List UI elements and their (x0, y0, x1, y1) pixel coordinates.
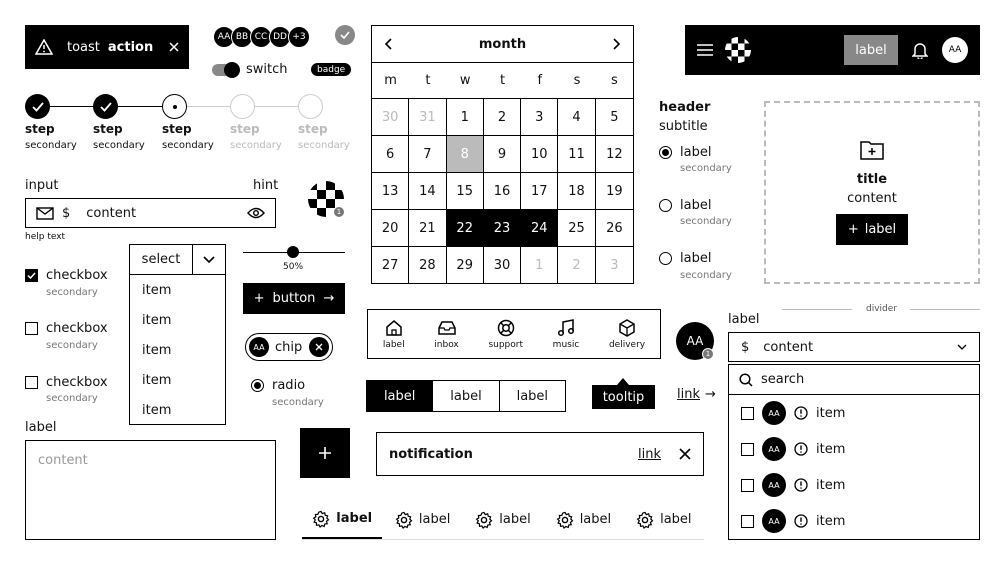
notification (376, 432, 704, 476)
tab[interactable] (302, 500, 382, 539)
calendar-day[interactable]: 22 (447, 210, 484, 247)
iconbar-item-music[interactable] (553, 319, 580, 350)
divider-line (910, 309, 980, 310)
divider-label: divider (866, 304, 897, 314)
avatar[interactable]: DD (269, 26, 291, 48)
gear-icon (556, 511, 574, 529)
support-icon (497, 319, 515, 337)
avatar: AA (762, 509, 786, 533)
segment[interactable]: label (367, 381, 433, 411)
calendar-day[interactable]: 6 (372, 136, 409, 173)
avatar[interactable]: AA (213, 26, 235, 48)
chip[interactable] (245, 333, 333, 361)
navbar-button[interactable]: label (844, 35, 898, 65)
combobox-value[interactable]: content (763, 339, 814, 355)
calendar-weekdays (372, 63, 633, 99)
checkbox-secondary: secondary (46, 340, 98, 351)
iconbar-item-home[interactable] (383, 319, 405, 350)
step-title: step (298, 122, 328, 136)
iconbar-label: delivery (608, 339, 646, 350)
empty-state-button[interactable] (836, 214, 908, 245)
iconbar-label: music (552, 339, 580, 350)
search-list (728, 364, 980, 540)
checkbox-secondary: secondary (46, 393, 98, 404)
checkbox-label: checkbox (46, 375, 108, 390)
radio-checked-icon[interactable] (251, 379, 264, 392)
select[interactable] (129, 244, 226, 275)
weekday-label: s (573, 73, 581, 88)
radio[interactable] (659, 251, 711, 266)
warning-icon (35, 39, 53, 55)
info-icon (794, 514, 808, 528)
avatar-initials: AA (686, 334, 704, 348)
step-pending-icon[interactable] (230, 94, 255, 119)
mail-icon (36, 207, 54, 220)
chevron-left-icon[interactable] (384, 38, 392, 50)
search-icon (739, 373, 753, 387)
calendar-day[interactable]: 30 (484, 247, 521, 284)
calendar-day[interactable]: 11 (558, 136, 595, 173)
iconbar-label: support (488, 339, 523, 350)
checkbox-unchecked-icon[interactable] (741, 479, 754, 492)
badge: badge (311, 63, 351, 76)
avatar-count-badge: 1 (333, 206, 345, 218)
slider-value: 50% (283, 262, 304, 272)
tab-label: label (418, 512, 451, 527)
list-item[interactable] (729, 395, 979, 431)
slider-thumb[interactable] (287, 246, 299, 258)
iconbar-label: label (382, 339, 405, 350)
step-current-icon[interactable] (162, 94, 187, 119)
select-value[interactable]: select (130, 245, 193, 274)
list-item-label: item (816, 513, 846, 529)
weekday-label: f (537, 73, 543, 88)
switch[interactable] (212, 62, 288, 77)
icon-bar (367, 309, 661, 359)
primary-button[interactable] (243, 283, 345, 314)
bell-icon[interactable] (912, 41, 928, 59)
step-title: step (230, 122, 260, 136)
step-secondary: secondary (162, 140, 214, 151)
calendar-day[interactable]: 1 (447, 99, 484, 136)
empty-state-title: title (856, 172, 888, 187)
iconbar-item-inbox[interactable] (434, 319, 458, 350)
link[interactable] (677, 387, 716, 402)
calendar-day[interactable]: 24 (521, 210, 558, 247)
radio-unchecked-icon[interactable] (659, 199, 672, 212)
textarea[interactable]: content (25, 440, 276, 540)
calendar-day[interactable]: 29 (447, 247, 484, 284)
step-title: step (93, 122, 123, 136)
info-icon (794, 406, 808, 420)
weekday-label: t (499, 73, 506, 88)
calendar-title: month (478, 36, 527, 52)
avatar[interactable]: BB (231, 26, 253, 48)
checkbox[interactable] (25, 321, 108, 336)
gear-icon (475, 511, 493, 529)
checkbox[interactable] (25, 375, 108, 390)
step-secondary: secondary (230, 140, 282, 151)
menu-icon[interactable] (697, 44, 713, 56)
calendar-day[interactable]: 15 (447, 173, 484, 210)
list-item-label: item (816, 477, 846, 493)
calendar-day[interactable]: 19 (596, 173, 633, 210)
checkbox-unchecked-icon[interactable] (741, 515, 754, 528)
select-menu (129, 274, 226, 425)
avatar[interactable] (676, 322, 714, 360)
segmented-control (366, 380, 566, 412)
radio-secondary: secondary (680, 163, 732, 174)
tooltip: tooltip (592, 385, 655, 409)
arrow-right-icon: → (323, 291, 335, 306)
combobox[interactable] (728, 332, 980, 362)
radio-secondary: secondary (680, 216, 732, 227)
tab-label: label (660, 512, 692, 527)
radio[interactable] (659, 198, 711, 213)
avatar: AA (762, 401, 786, 425)
checkbox[interactable] (25, 268, 108, 283)
fab-button[interactable] (300, 428, 350, 478)
radio-checked-icon[interactable] (659, 146, 672, 159)
search-placeholder: search (761, 372, 805, 387)
input-value[interactable]: content (86, 205, 137, 221)
toast-text: toast (67, 39, 100, 55)
chip-label: chip (275, 339, 303, 355)
chevron-down-icon[interactable] (193, 245, 225, 274)
gear-icon (312, 510, 330, 528)
plus-icon: + (253, 291, 265, 306)
plus-icon: + (847, 222, 859, 237)
combobox-prefix: $ (741, 339, 750, 355)
list-item-label: item (816, 441, 846, 457)
calendar-day[interactable]: 23 (484, 210, 521, 247)
avatar-count-badge: 1 (702, 348, 714, 360)
notification-link[interactable]: link (638, 446, 661, 462)
calendar-day[interactable]: 21 (409, 210, 446, 247)
radio-label: label (680, 198, 712, 213)
close-icon[interactable] (679, 448, 691, 460)
calendar-day[interactable]: 5 (596, 99, 633, 136)
calendar-day[interactable]: 2 (484, 99, 521, 136)
checkbox-label: checkbox (46, 321, 108, 336)
calendar-day[interactable]: 18 (558, 173, 595, 210)
input-help-text: help text (25, 232, 66, 242)
calendar-day[interactable]: 31 (409, 99, 446, 136)
radio-label: radio (272, 378, 306, 393)
tab[interactable] (543, 500, 623, 539)
empty-state (764, 101, 980, 284)
gear-icon (395, 511, 413, 529)
step-title: step (162, 122, 192, 136)
checkbox-unchecked-icon[interactable] (25, 376, 38, 389)
gear-icon (636, 511, 654, 529)
avatar[interactable]: CC (250, 26, 272, 48)
checkbox-unchecked-icon[interactable] (25, 322, 38, 335)
calendar-day[interactable]: 1 (521, 247, 558, 284)
step-secondary: secondary (93, 140, 145, 151)
checkbox-unchecked-icon[interactable] (741, 407, 754, 420)
checkbox-checked-icon[interactable] (25, 269, 38, 282)
segment[interactable]: label (433, 381, 499, 411)
navbar (685, 25, 980, 75)
calendar-day[interactable]: 3 (521, 99, 558, 136)
radio-label: label (680, 145, 712, 160)
arrow-right-icon: → (705, 387, 716, 402)
step-pending-icon[interactable] (298, 94, 323, 119)
calendar-day[interactable]: 14 (409, 173, 446, 210)
step-secondary: secondary (25, 140, 77, 151)
menu-item[interactable]: item (142, 402, 172, 418)
list-item[interactable] (729, 503, 979, 539)
text-input[interactable] (25, 198, 276, 228)
calendar-day[interactable]: 3 (610, 258, 619, 273)
step-secondary: secondary (298, 140, 350, 151)
calendar-day[interactable]: 25 (558, 210, 595, 247)
calendar-day[interactable]: 9 (484, 136, 521, 173)
calendar-day[interactable]: 28 (409, 247, 446, 284)
radio-label: label (680, 251, 712, 266)
delivery-icon (618, 319, 636, 337)
calendar-day[interactable]: 10 (521, 136, 558, 173)
segment[interactable]: label (516, 388, 549, 404)
list-item-label: item (816, 405, 846, 421)
iconbar-item-support[interactable] (488, 319, 523, 350)
tab[interactable] (463, 500, 543, 539)
music-icon (557, 319, 575, 337)
chevron-right-icon[interactable] (613, 38, 621, 50)
calendar-day[interactable]: 17 (521, 173, 558, 210)
list-item[interactable] (729, 467, 979, 503)
radio-group-subtitle: subtitle (659, 119, 708, 134)
weekday-label: s (610, 73, 618, 88)
radio-group-header: header (659, 100, 711, 115)
weekday-label: t (425, 73, 431, 88)
iconbar-item-delivery[interactable] (609, 319, 645, 350)
calendar-day[interactable]: 30 (372, 99, 409, 136)
combobox-label: label (728, 312, 760, 327)
tooltip-arrow (617, 378, 629, 385)
switch-track[interactable] (212, 64, 238, 76)
step-title: step (25, 122, 55, 136)
info-icon (794, 442, 808, 456)
search-input[interactable] (729, 365, 979, 395)
calendar-day[interactable]: 7 (409, 136, 446, 173)
tab-label: label (579, 512, 612, 527)
avatar: AA (762, 437, 786, 461)
radio-secondary: secondary (680, 270, 732, 281)
link-label[interactable]: link (677, 387, 700, 402)
close-icon[interactable] (309, 337, 329, 357)
menu-item[interactable]: item (142, 372, 172, 388)
checkbox-unchecked-icon[interactable] (741, 443, 754, 456)
calendar-day[interactable]: 12 (596, 136, 633, 173)
radio[interactable] (659, 145, 711, 160)
menu-item[interactable]: item (142, 312, 172, 328)
calendar-day[interactable]: 20 (372, 210, 409, 247)
avatar-overflow[interactable]: +3 (288, 26, 310, 48)
tab[interactable] (624, 500, 704, 539)
tab-label: label (336, 511, 373, 526)
weekday-label: w (459, 73, 471, 88)
weekday-label: m (384, 73, 397, 88)
tab-bar (302, 500, 704, 540)
step-done-icon[interactable] (93, 94, 118, 119)
notification-title: notification (389, 446, 473, 462)
calendar-day[interactable]: 16 (484, 173, 521, 210)
empty-state-button-label: label (864, 222, 897, 237)
check-circle-icon (335, 25, 355, 45)
chevron-down-icon[interactable] (957, 344, 967, 350)
checkbox-secondary: secondary (46, 287, 98, 298)
calendar (371, 25, 634, 284)
radio-secondary: secondary (272, 397, 324, 408)
step-done-icon[interactable] (25, 94, 50, 119)
empty-state-content: content (847, 191, 897, 206)
logo-icon (725, 37, 751, 63)
input-hint: hint (253, 178, 279, 193)
avatar[interactable]: AA (942, 37, 968, 63)
toast-action[interactable]: action (107, 39, 154, 55)
close-icon[interactable] (169, 42, 179, 52)
home-icon (385, 319, 403, 337)
iconbar-label: inbox (434, 339, 459, 350)
chip-avatar: AA (249, 337, 269, 357)
tab[interactable] (382, 500, 462, 539)
input-label: input (25, 178, 59, 193)
calendar-day[interactable]: 13 (372, 173, 409, 210)
radio-unchecked-icon[interactable] (659, 252, 672, 265)
calendar-day[interactable]: 26 (596, 210, 633, 247)
menu-item[interactable]: item (142, 342, 172, 358)
menu-item[interactable]: item (142, 282, 172, 298)
divider-line (782, 309, 852, 310)
button-label: button (272, 291, 316, 306)
checkbox-label: checkbox (46, 268, 108, 283)
inbox-icon (438, 319, 456, 337)
calendar-day[interactable]: 27 (372, 247, 409, 284)
eye-icon[interactable] (247, 207, 265, 219)
toast (25, 25, 189, 69)
calendar-days (372, 99, 633, 284)
plus-icon (318, 446, 332, 460)
textarea-label: label (25, 420, 57, 435)
calendar-day[interactable]: 4 (558, 99, 595, 136)
avatar: AA (762, 473, 786, 497)
folder-plus-icon (860, 140, 884, 160)
tab-label: label (499, 512, 531, 527)
switch-label: switch (246, 62, 288, 77)
checker-avatar[interactable] (308, 181, 344, 217)
radio[interactable] (251, 378, 305, 393)
list-item[interactable] (729, 431, 979, 467)
input-prefix: $ (62, 205, 71, 221)
calendar-day[interactable]: 2 (558, 247, 595, 284)
info-icon (794, 478, 808, 492)
calendar-day[interactable]: 8 (447, 136, 484, 173)
